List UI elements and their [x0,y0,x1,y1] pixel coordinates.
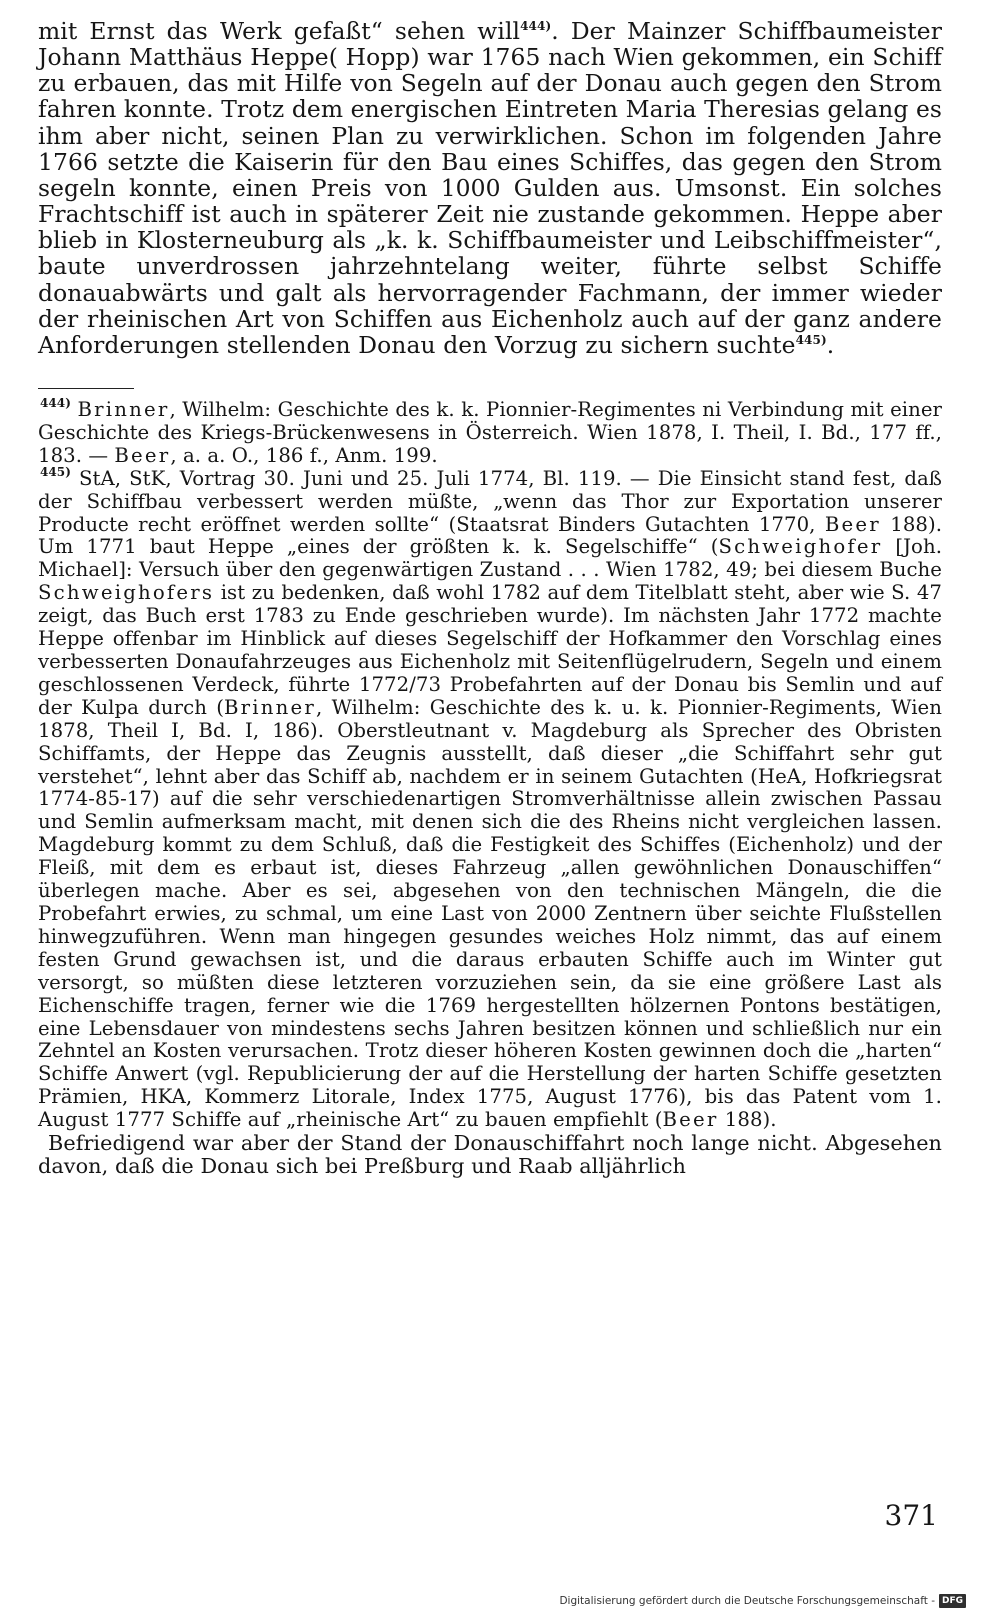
footnote-445-author-schweighofer-2: Schweighofers [38,581,215,605]
footnote-445-text-6: 188). [718,1108,777,1132]
footnote-445 [38,464,943,1132]
page-number: 371 [884,1499,938,1532]
credit-text: Digitalisierung gefördert durch die Deutsche Forschungsgemeinschaft - [559,1595,935,1607]
footnote-444 [38,396,943,468]
main-text-part-2: . Der Mainzer Schiffbaumeister Johann Matthäus Heppe( Hopp) war 1765 nach Wien gekommen, ein Schiff zu erbauen, das mit Hilfe von Segeln auf der Donau auch gegen den Strom fahren konnte. Trotz dem energischen Eintreten Maria Theresias gelang es ihm aber nicht, seinen Plan zu verwirklichen. Schon im folgenden Jahre 1766 setzte die Kaiserin für den Bau eines Schiffes, das gegen den Strom segeln konnte, einen Preis von 1000 Gulden aus. Umsonst. Ein solches Frachtschiff ist auch in späterer Zeit nie zustande gekommen. Heppe aber blieb in Klosterneuburg als „k. k. Schiffbaumeister und Leibschiffmeister“, baute unverdrossen jahrzehntelang weiter, führte selbst Schiffe donauabwärts und galt als hervorragender Fachmann, der immer wieder der rheinischen Art von Schiffen aus Eichenholz auch auf der ganz andere Anforderungen stellenden Donau den Vorzug zu sichern suchte [38,17,942,359]
footnote-445-author-brinner: Brinner [223,695,316,719]
footnote-445-text-4: ist zu bedenken, daß wohl 1782 auf dem Titelblatt steht, aber wie S. 47 zeigt, das Buch erst 1783 zu Ende geschrieben wurde). Im nächsten Jahr 1772 machte Heppe offenbar im Hinblick auf dieses Segelschiff der Hofkammer den Vorschlag eines verbesserten Donaufahrzeuges aus Eichenholz mit Seitenflügelrudern, Segeln und einem geschlossenen Verdeck, führte 1772/73 Probefahrten auf der Donau bis Semlin und auf der Kulpa durch ( [38,581,942,719]
footnote-ref-445: 445) [795,332,827,347]
book-page [38,18,942,1179]
footnote-444-text-1: , Wilhelm: Geschichte des k. k. Pionnier-Regimentes ni Verbindung mit einer Geschichte des Kriegs-Brückenwesens in Österreich. Wien 1878, I. Theil, I. Bd., 177 ff., 183. — [38,398,943,467]
footnote-ref-444: 444) [520,19,552,33]
footnotes [38,396,943,1179]
footnote-445-author-schweighofer-1: Schweighofer [718,535,883,559]
footnote-marker-445: 445) [40,464,71,479]
main-text-part-1: mit Ernst das Werk gefaßt“ sehen will [38,17,521,45]
footnote-445-text-2: 188). Um 1771 baut Heppe „eines der größten k. k. Segelschiffe“ ( [38,512,943,559]
dfg-logo-icon: DFG [939,1594,966,1608]
footnote-445-text-3: [Joh. Michael]: Versuch über den gegenwärtigen Zustand . . . Wien 1782, 49; bei diesem Buche [38,535,942,582]
footnote-445-author-beer-1: Beer [824,512,881,536]
main-text-part-3: . [826,330,835,359]
footnote-separator [38,388,134,389]
footnote-445-author-beer-2: Beer [662,1108,719,1132]
footnote-445-text-1: StA, StK, Vortrag 30. Juni und 25. Juli 1774, Bl. 119. — Die Einsicht stand fest, daß der Schiffbau verbessert werden müßte, „wenn das Thor zur Exportation unserer Producte recht eröffnet werden sollte“ (Staatsrat Binders Gutachten 1770, [38,466,942,536]
footnote-author-beer: Beer [114,443,171,467]
footnote-author-brinner: Brinner [77,398,170,422]
footnote-marker-444: 444) [40,396,71,411]
footnote-445-text-5: , Wilhelm: Geschichte des k. u. k. Pionnier-Regiments, Wien 1878, Theil I, Bd. I, 186). Oberstleutnant v. Magdeburg als Sprecher des Obristen Schiffamts, der Heppe das Zeugnis ausstellt, daß dieser „die Schiffahrt sehr gut verstehet“, lehnt aber das Schiff ab, nachdem er in seinem Gutachten (HeA, Hofkriegsrat 1774-85-17) auf die sehr verschiedenartigen Stromverhältnisse allein zwischen Passau und Semlin aufmerksam macht, mit denen sich die des Rheins nicht vergleichen lassen. Magdeburg kommt zu dem Schluß, daß die Festigkeit des Schiffes (Eichenholz) und der Fleiß, mit dem es erbaut ist, dieses Fahrzeug „allen gewöhnlichen Donauschiffen“ überlegen mache. Aber es sei, abgesehen von den technischen Mängeln, die die Probefahrt erwies, zu schmal, um eine Last von 2000 Zentnern über seichte Flußstellen hinwegzuführen. Wenn man hingegen gesundes weiches Holz nimmt, das auf einem festen Grund gewachsen ist, und die daraus erbauten Schiffe auch im Winter gut versorgt, so müßten diese letzteren vorzuziehen sein, da sie eine größere Last als Eichenschiffe tragen, ferner wie die 1769 hergestellten hölzernen Pontons bestätigen, eine Lebensdauer von mindestens sechs Jahren besitzen können und schließlich nur ein Zehntel an Kosten verursachen. Trotz dieser höheren Kosten gewinnen doch die „harten“ Schiffe Anwert (vgl. Republicierung der auf die Herstellung der harten Schiffe gesetzten Prämien, HKA, Kommerz Litorale, Index 1775, August 1776), bis das Patent vom 1. August 1777 Schiffe auf „rheinische Art“ zu bauen empfiehlt ( [38,695,942,1132]
main-paragraph [38,18,942,358]
footnote-444-text-2: , a. a. O., 186 f., Anm. 199. [170,443,438,467]
continuation-paragraph: Befriedigend war aber der Stand der Donauschiffahrt noch lange nicht. Abgesehen davon, daß die Donau sich bei Preßburg und Raab alljährlich [38,1131,942,1179]
digitization-credit [559,1594,966,1608]
